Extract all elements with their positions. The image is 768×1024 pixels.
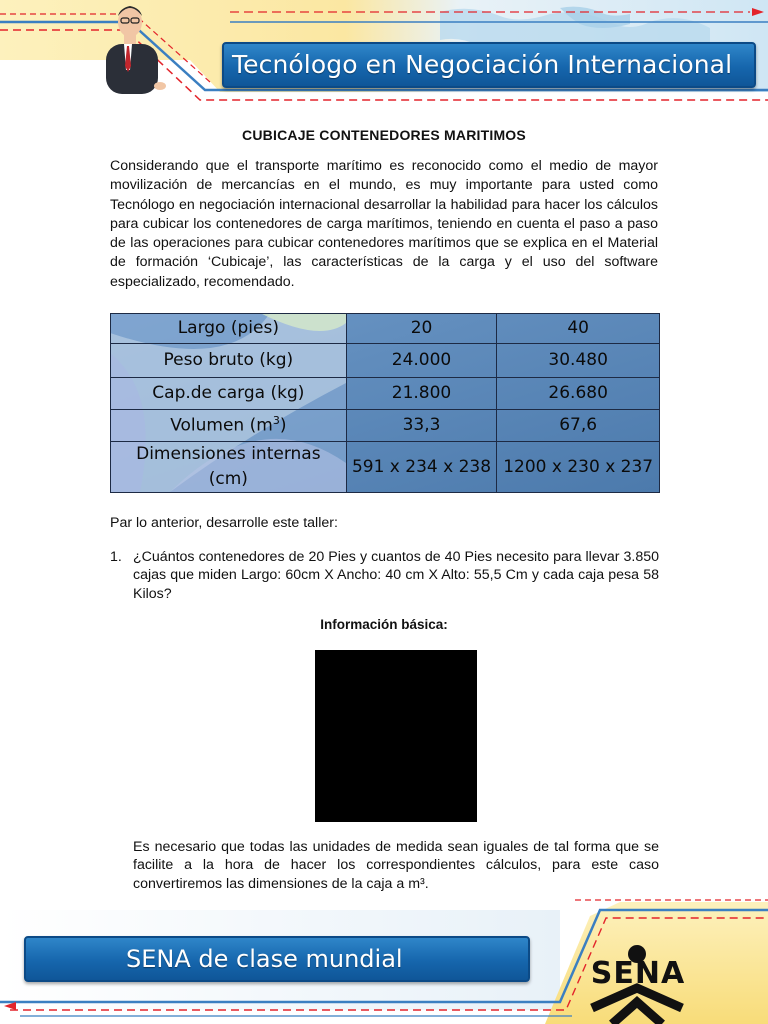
- note-paragraph: Es necesario que todas las unidades de medida sean iguales de tal forma que se facilite a la hora de hacer los correspondientes cálculos, para este caso convertiremos las dimensiones de la caja a m³.: [133, 839, 659, 892]
- row-label-dimensiones: Dimensiones internas (cm): [111, 442, 347, 493]
- container-specs-table: [110, 313, 660, 493]
- redacted-image: [315, 650, 477, 822]
- cell-40ft-dimensiones: 1200 x 230 x 237: [497, 442, 660, 493]
- cell-20ft-volumen: 33,3: [346, 410, 497, 442]
- container-specs-table-wrapper: [110, 313, 660, 492]
- table-row: [111, 442, 660, 493]
- intro-paragraph: Considerando que el transporte marítimo es reconocido como el medio de mayor movilización de mercancías en el mundo, es muy importante para usted como Tecnólogo en negociación internacional desarrollar la habilidad para hacer los cálculos para cubicar los contenedores de carga marítimos, teniendo en cuenta el paso a paso de las operaciones para cubicar contenedores marítimos que se explica en el Material de formación ‘Cubicaje’, las características de la carga y el uso del software especializado, recomendado.: [110, 158, 658, 290]
- cell-20ft-cap-carga: 21.800: [346, 378, 497, 410]
- cell-40ft-peso-bruto: 30.480: [497, 344, 660, 378]
- page-footer: [0, 896, 768, 1024]
- document-title: CUBICAJE CONTENEDORES MARITIMOS: [242, 127, 526, 143]
- table-row: [111, 344, 660, 378]
- volumen-label: Volumen (m: [170, 415, 273, 436]
- table-row: [111, 410, 660, 442]
- cell-40ft-cap-carga: 26.680: [497, 378, 660, 410]
- cell-20ft-peso-bruto: 24.000: [346, 344, 497, 378]
- question-text: ¿Cuántos contenedores de 20 Pies y cuantos de 40 Pies necesito para llevar 3.850 cajas que miden Largo: 60cm X Ancho: 40 cm X Alto: 55,5 Cm y cada caja pesa 58 Kilos?: [133, 549, 659, 602]
- cell-20ft-dimensiones: 591 x 234 x 238: [346, 442, 497, 493]
- cell-20ft-largo: 20: [346, 314, 497, 344]
- row-label-cap-carga: Cap.de carga (kg): [111, 378, 347, 410]
- row-label-volumen: [111, 410, 347, 442]
- table-row: [111, 314, 660, 344]
- page-header: [0, 0, 768, 106]
- cell-40ft-volumen: 67,6: [497, 410, 660, 442]
- table-row: [111, 378, 660, 410]
- footer-title: SENA de clase mundial: [126, 945, 403, 973]
- row-label-peso-bruto: Peso bruto (kg): [111, 344, 347, 378]
- volumen-label-close: ): [279, 415, 287, 436]
- question-number: 1.: [110, 549, 122, 565]
- row-label-largo: Largo (pies): [111, 314, 347, 344]
- header-title: Tecnólogo en Negociación Internacional: [232, 50, 733, 79]
- sena-logo-text: SENA: [590, 956, 686, 991]
- cell-40ft-largo: 40: [497, 314, 660, 344]
- basic-info-heading: Información básica:: [320, 617, 448, 632]
- volumen-exponent: 3: [272, 413, 280, 427]
- lead-text: Par lo anterior, desarrolle este taller:: [110, 515, 338, 531]
